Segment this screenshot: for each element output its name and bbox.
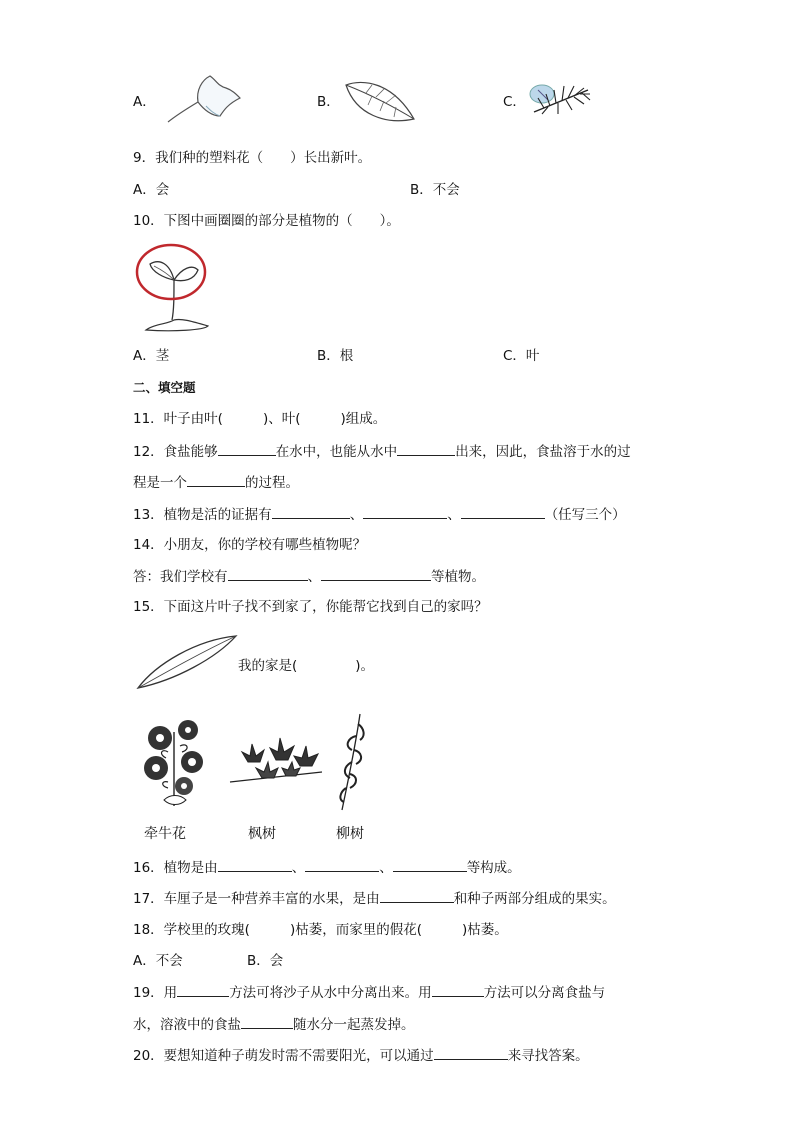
option-b-label: B． <box>317 94 340 110</box>
pine-needle-image <box>528 80 592 116</box>
question-10-stem: 10．下图中画圈圈的部分是植物的（ ）。 <box>133 213 400 229</box>
question-14-answer: 答：我们学校有 、 等植物。 <box>133 566 485 587</box>
q9-option-b: B．不会 <box>410 182 460 198</box>
question-19-line1: 19．用 方法可将沙子从水中分离出来。用 方法可以分离食盐与 <box>133 982 605 1003</box>
ginkgo-leaf-image <box>166 74 242 126</box>
sprout-circled-image <box>134 240 214 336</box>
morning-glory-image <box>138 712 212 808</box>
q9-option-a: A．会 <box>133 182 170 198</box>
question-18: 18．学校里的玫瑰( )枯萎，而家里的假花( )枯萎。 <box>133 922 508 938</box>
q10-option-b: B．根 <box>317 348 354 364</box>
question-17: 17．车厘子是一种营养丰富的水果，是由 和种子两部分组成的果实。 <box>133 888 616 909</box>
willow-tree-image <box>334 712 370 812</box>
question-14-stem: 14．小朋友，你的学校有哪些植物呢？ <box>133 537 367 553</box>
question-20: 20．要想知道种子萌发时需不需要阳光，可以通过 来寻找答案。 <box>133 1045 589 1066</box>
question-13: 13．植物是活的证据有 、 、 （任写三个） <box>133 504 626 525</box>
option-c-label: C． <box>503 94 526 110</box>
willow-leaf-image <box>136 634 238 690</box>
section-title: 二、填空题 <box>133 380 196 395</box>
plant-label-maple: 枫树 <box>248 826 276 842</box>
q10-option-c: C．叶 <box>503 348 540 364</box>
question-12-line1: 12．食盐能够 在水中，也能从水中 出来，因此，食盐溶于水的过 <box>133 441 631 462</box>
question-19-line2: 水，溶液中的食盐 随水分一起蒸发掉。 <box>133 1014 415 1035</box>
question-15-stem: 15．下面这片叶子找不到家了，你能帮它找到自己的家吗？ <box>133 599 488 615</box>
question-16: 16．植物是由 、 、 等构成。 <box>133 857 521 878</box>
plant-label-morning-glory: 牵牛花 <box>144 826 186 842</box>
plant-label-willow: 柳树 <box>336 826 364 842</box>
question-15-home: 我的家是( )。 <box>238 658 375 674</box>
q18-option-a: A．不会 <box>133 953 183 969</box>
question-12-line2: 程是一个 的过程。 <box>133 472 299 493</box>
maple-tree-image <box>228 732 324 788</box>
q18-option-b: B．会 <box>247 953 284 969</box>
oval-leaf-image <box>342 79 418 125</box>
option-a-label: A． <box>133 94 156 110</box>
q10-option-a: A．茎 <box>133 348 170 364</box>
question-9-stem: 9．我们种的塑料花（ ）长出新叶。 <box>133 150 372 166</box>
question-11: 11．叶子由叶( )、叶( )组成。 <box>133 411 387 427</box>
